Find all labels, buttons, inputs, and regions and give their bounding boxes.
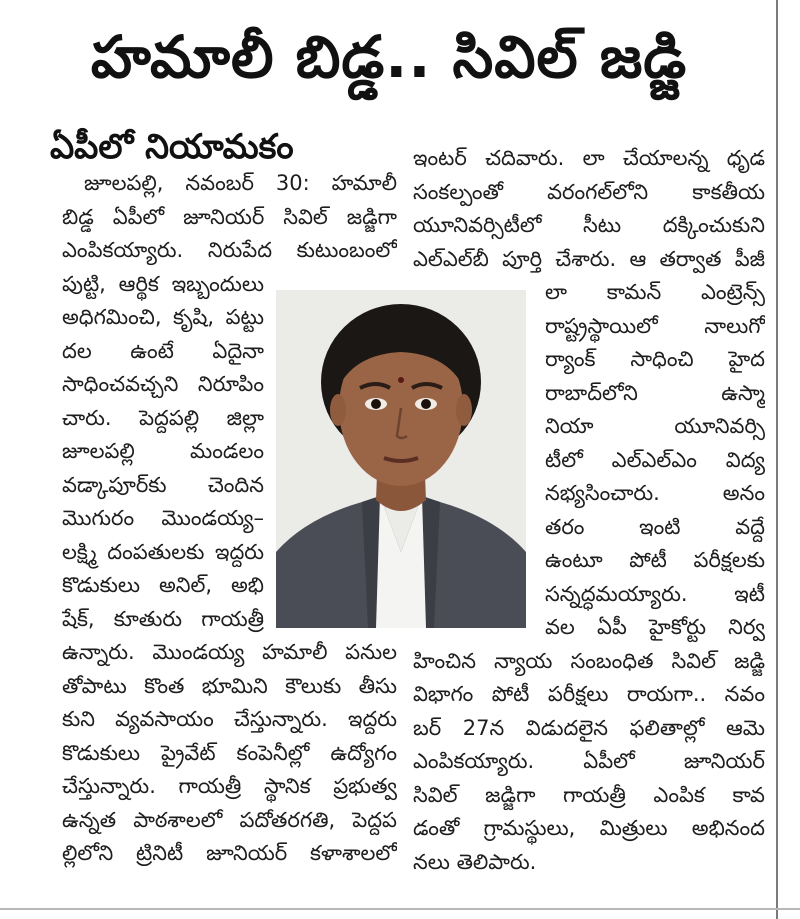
article-line: షేక్, కూతురు గాయత్రీ — [62, 606, 264, 631]
article-line: ఇంటర్ చదివారు. లా చేయాలన్న ధృడ — [413, 146, 765, 170]
bottom-rule — [0, 908, 800, 910]
article-line: వడ్కాపూర్‌కు చెందిన — [62, 472, 264, 497]
article-line: సాధించవచ్చని నిరూపిం — [62, 372, 264, 396]
article-line: తోపాటు కొంత భూమిని కౌలుకు తీసు — [62, 673, 397, 698]
article-line: అధిగమించి, కృషి, పట్టు — [62, 305, 264, 329]
article-line: కుని వ్యవసాయం చేస్తున్నారు. ఇద్దరు — [62, 707, 397, 731]
article-line: ఎంపికయ్యారు. ఏపీలో జూనియర్ — [413, 749, 765, 773]
article-line: నభ్యసించారు. అనం — [545, 481, 765, 505]
subheading: ఏపీలో నియామకం — [50, 127, 294, 167]
article-line: దల ఉంటే ఏదైనా — [62, 338, 264, 363]
headline: హమాలీ బిడ్డ.. సివిల్ జడ్జి — [90, 23, 688, 91]
article-line: టీలో ఎల్‌ఎల్‌ఎం విద్య — [545, 447, 765, 472]
article-line: నియా యూనివర్సి — [545, 414, 765, 438]
article-line: లా కామన్ ఎంట్రెన్స్ — [545, 280, 765, 304]
article-line: సన్నద్ధమయ్యారు. ఇటీ — [545, 581, 765, 606]
article-line: బిడ్డ ఏపీలో జూనియర్ సివిల్ జడ్జిగా — [62, 204, 397, 229]
article-line: చారు. పెద్దపల్లి జిల్లా — [62, 405, 264, 430]
article-line: తరం ఇంటి వద్దే — [545, 514, 765, 539]
article-line: ఉన్నారు. మొండయ్య హమాలీ పనుల — [62, 640, 397, 664]
portrait-photo — [276, 290, 526, 628]
article-line: వల ఏపీ హైకోర్టు నిర్వ — [545, 615, 765, 639]
article-line: ఉంటూ పోటీ పరీక్షలకు — [545, 548, 765, 572]
column-rule — [776, 0, 778, 919]
article-line: జూలపల్లి, నవంబర్ 30: హమాలీ — [84, 171, 397, 195]
article-line: యూనివర్సిటీలో సీటు దక్కించుకుని — [413, 213, 765, 237]
article-line: కొడుకులు అనిల్, అభి — [62, 573, 264, 597]
article-line: మొగురం మొండయ్య– — [62, 506, 264, 530]
article-line: పుట్టి, ఆర్థిక ఇబ్బందులు — [62, 271, 264, 296]
article-line: ల్లిలోని ట్రినిటీ జూనియర్ కళాశాలలో — [62, 841, 397, 865]
article-line: సివిల్ జడ్జిగా గాయత్రీ ఎంపిక కావ — [413, 782, 765, 807]
portrait-image — [276, 290, 526, 628]
article-line: చేస్తున్నారు. గాయత్రీ స్థానిక ప్రభుత్వ — [62, 774, 397, 798]
article-line: ఎల్‌ఎల్‌బీ పూర్తి చేశారు. ఆ తర్వాత పీజీ — [413, 246, 765, 271]
article-line: జూలపల్లి మండలం — [62, 439, 264, 463]
article-line: ఉన్నత పాఠశాలలో పదోతరగతి, పెద్దప — [62, 807, 397, 832]
article-line: బర్ 27న విడుదలైన ఫలితాల్లో ఆమె — [413, 715, 765, 740]
article-line: హించిన న్యాయ సంబంధిత సివిల్ జడ్జి — [413, 648, 765, 673]
article-line: సంకల్పంతో వరంగల్‌లోని కాకతీయ — [413, 179, 765, 204]
article-line: నలు తెలిపారు. — [413, 849, 537, 874]
article-line: ర్యాంక్ సాధించి హైద — [545, 347, 765, 371]
article-line: లక్ష్మి దంపతులకు ఇద్దరు — [62, 539, 264, 564]
article-line: కొడుకులు ప్రైవేట్ కంపెనీల్లో ఉద్యోగం — [62, 740, 397, 765]
article-line: విభాగం పోటీ పరీక్షలు రాయగా.. నవం — [413, 682, 765, 706]
article-line: డంతో గ్రామస్థులు, మిత్రులు అభినంద — [413, 816, 765, 840]
article-line: రాష్ట్రస్థాయిలో నాలుగో — [545, 313, 765, 338]
article-line: ఎంపికయ్యారు. నిరుపేద కుటుంబంలో — [62, 238, 397, 262]
article-line: రాబాద్‌లోని ఉస్మా — [545, 380, 765, 405]
